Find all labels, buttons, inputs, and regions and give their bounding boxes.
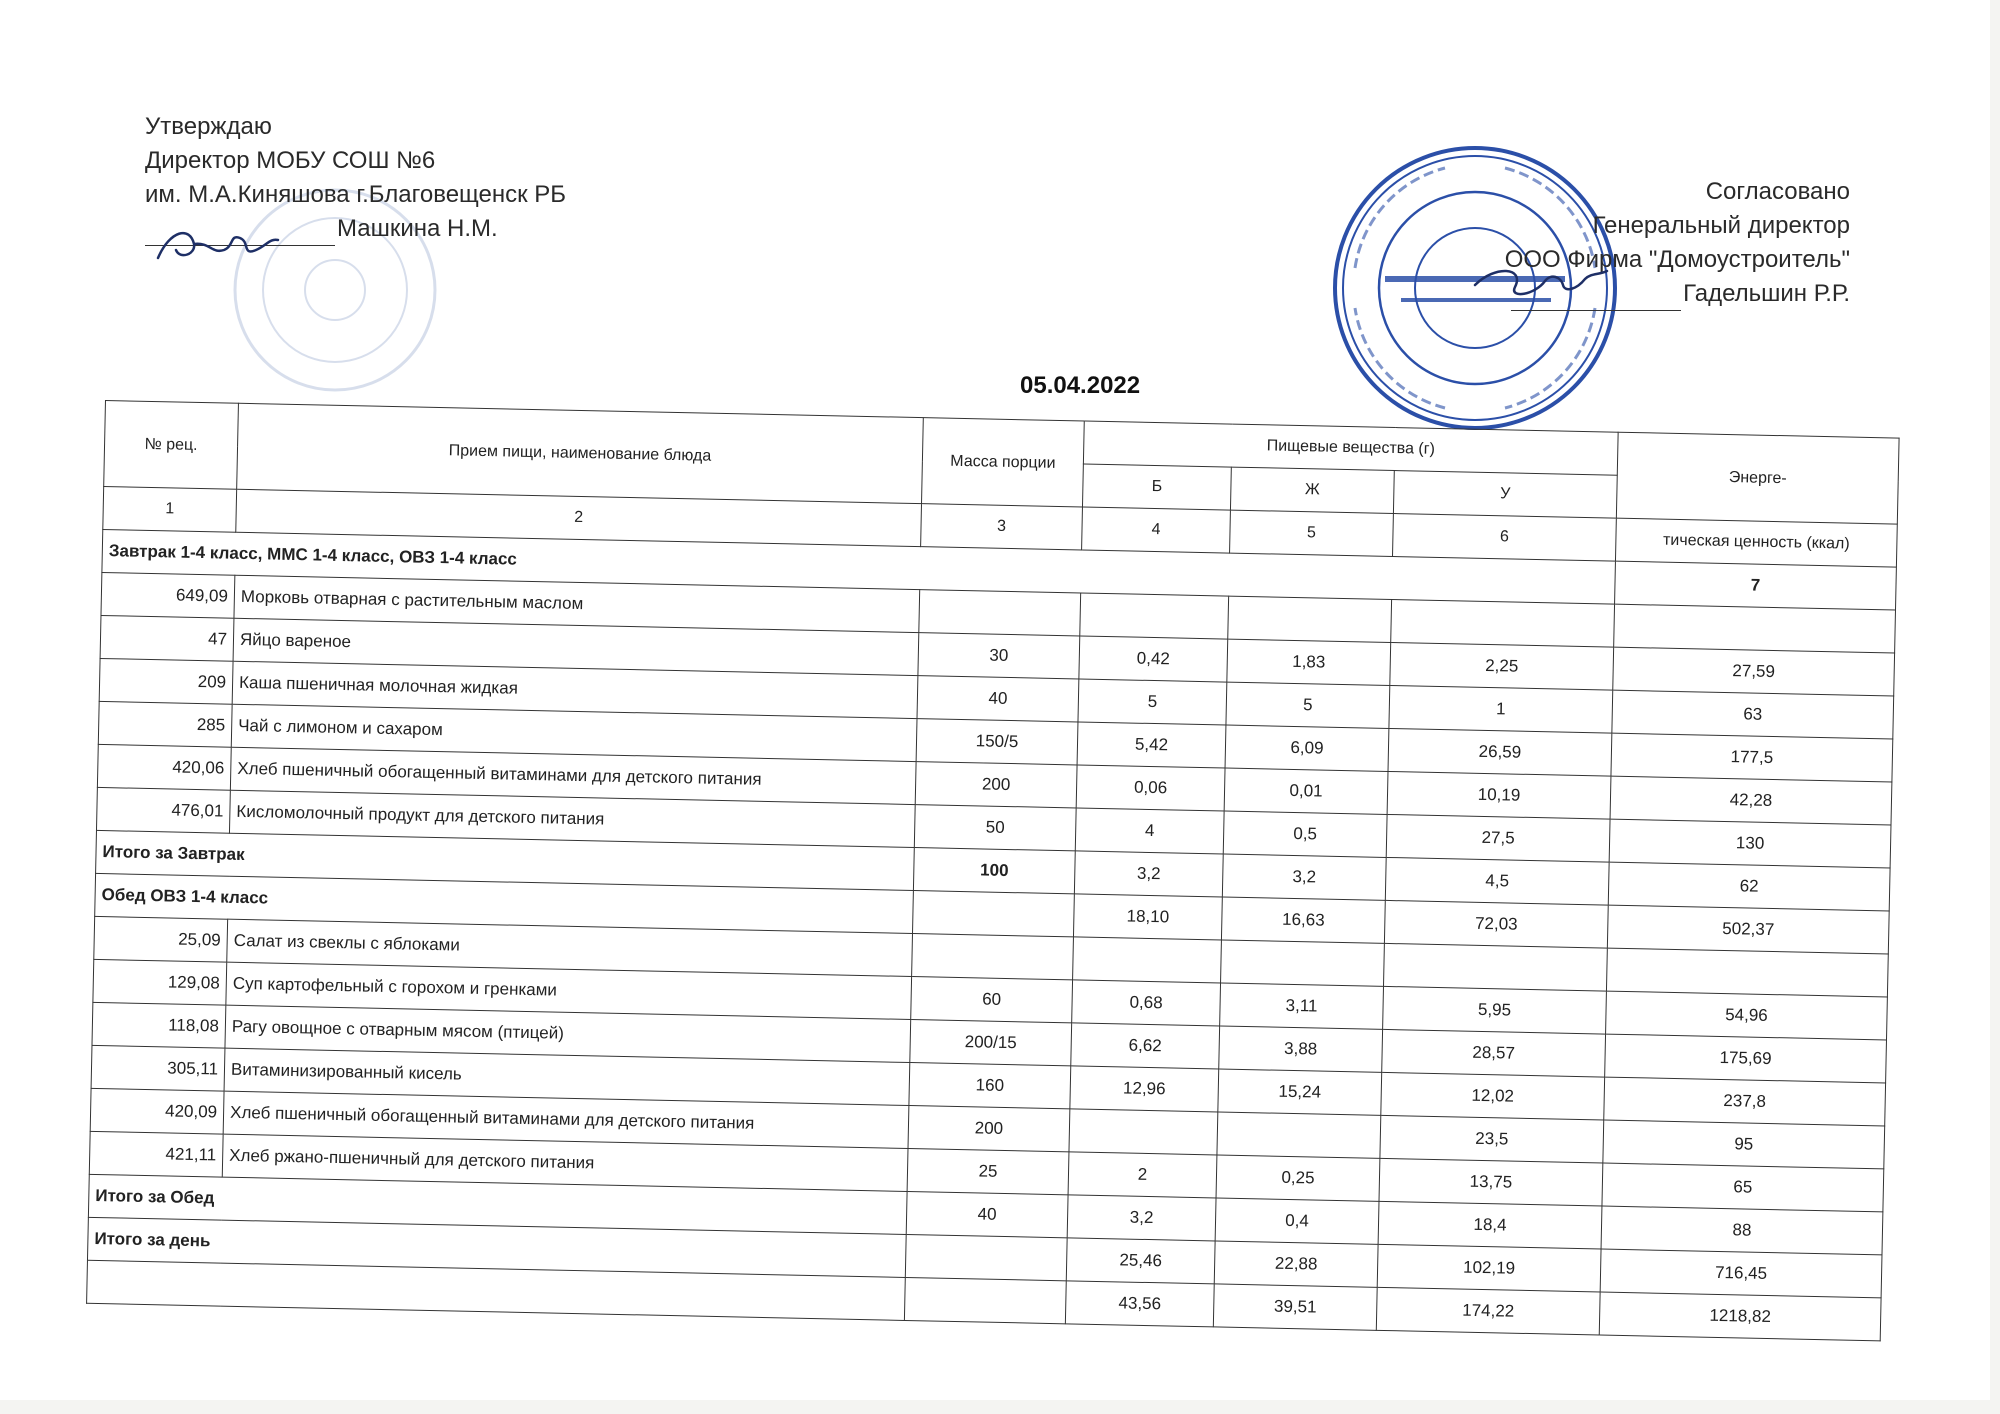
total-label: Итого за день (87, 1217, 906, 1277)
menu-table (86, 400, 1900, 1341)
dish-protein (1069, 1109, 1218, 1155)
breakfast-rows (96, 572, 1895, 868)
total-zh: 0,4 (1215, 1198, 1379, 1244)
total-energy: 88 (1601, 1206, 1883, 1255)
dish-recipe-number: 421,11 (89, 1131, 223, 1177)
dish-mass: 150/5 (916, 719, 1078, 765)
dish-energy: 27,59 (1613, 647, 1895, 696)
total-energy: 716,45 (1600, 1249, 1882, 1298)
lunch-energy: 502,37 (1607, 905, 1889, 954)
dish-energy: 177,5 (1611, 733, 1893, 782)
agreement-signer: Гадельшин Р.Р. (1683, 280, 1850, 307)
header-energy: Энерге- (1616, 432, 1899, 524)
dish-name: Витаминизированный кисель (224, 1048, 910, 1105)
dish-fat: 3,11 (1220, 983, 1384, 1029)
dish-energy: 42,28 (1610, 776, 1892, 825)
colnum-5: 5 (1230, 510, 1394, 556)
dish-energy: 175,69 (1605, 1034, 1887, 1083)
total-b: 43,56 (1065, 1281, 1214, 1327)
dish-name: Суп картофельный с горохом и гренками (226, 962, 912, 1019)
dish-carbs: 13,75 (1379, 1158, 1603, 1206)
dish-energy: 65 (1602, 1163, 1884, 1212)
dish-energy: 63 (1612, 690, 1894, 739)
dish-mass: 50 (914, 805, 1076, 851)
colnum-3: 3 (921, 504, 1083, 550)
dish-fat: 0,01 (1224, 768, 1388, 814)
lunch-mass (913, 891, 1075, 937)
dish-mass: 60 (911, 977, 1073, 1023)
dish-fat: 5 (1226, 682, 1390, 728)
dish-name: Салат из свеклы с яблоками (227, 919, 913, 976)
dish-recipe-number: 118,08 (92, 1002, 226, 1048)
dish-mass (919, 590, 1081, 636)
dish-name: Хлеб пшеничный обогащенный витаминами для детского питания (223, 1091, 909, 1148)
section-lunch-title: Обед ОВЗ 1-4 класс (95, 873, 914, 933)
approval-title: Утверждаю (145, 113, 272, 140)
approval-signer: Машкина Н.М. (337, 215, 498, 242)
energy-subheader: тическая ценность (ккал) (1615, 518, 1897, 567)
dish-fat (1217, 1112, 1381, 1158)
colnum-2: 2 (236, 489, 922, 546)
dish-fat: 1,83 (1227, 639, 1391, 685)
total-mass: 100 (913, 848, 1075, 894)
dish-carbs: 26,59 (1388, 728, 1612, 776)
dish-carbs: 1 (1389, 685, 1613, 733)
approval-position: Директор МОБУ СОШ №6 (145, 147, 436, 174)
header-mass: Масса порции (922, 418, 1085, 507)
dish-carbs (1391, 599, 1615, 647)
dish-name: Яйцо вареное (233, 618, 919, 675)
agreement-organization: ООО Фирма "Домоустроитель" (1504, 246, 1850, 273)
dish-carbs: 10,19 (1387, 771, 1611, 819)
dish-protein: 5 (1078, 679, 1227, 725)
dish-protein: 0,42 (1079, 636, 1228, 682)
lunch-zh: 16,63 (1221, 897, 1385, 943)
dish-fat: 6,09 (1225, 725, 1389, 771)
menu-table-wrapper (86, 400, 1900, 1341)
dish-recipe-number: 285 (98, 701, 232, 747)
dish-energy: 237,8 (1604, 1077, 1886, 1126)
header-u: У (1393, 471, 1617, 519)
dish-energy (1606, 948, 1888, 997)
dish-recipe-number: 420,09 (90, 1088, 224, 1134)
total-label: Итого за Завтрак (96, 830, 915, 890)
dish-protein: 12,96 (1070, 1066, 1219, 1112)
dish-recipe-number: 420,06 (97, 744, 231, 790)
total-u: 4,5 (1385, 857, 1609, 905)
total-mass (905, 1234, 1067, 1280)
total-zh: 3,2 (1222, 854, 1386, 900)
agreement-title: Согласовано (1705, 178, 1850, 205)
header-b: Б (1082, 464, 1231, 510)
total-b: 3,2 (1067, 1195, 1216, 1241)
handwritten-signature-left-icon (150, 220, 290, 270)
dish-mass: 30 (918, 633, 1080, 679)
dish-recipe-number: 649,09 (101, 572, 235, 618)
total-energy: 1218,82 (1599, 1292, 1881, 1341)
dish-protein (1073, 937, 1222, 983)
dish-protein: 4 (1075, 808, 1224, 854)
dish-recipe-number: 47 (100, 615, 234, 661)
header-num: № рец. (104, 401, 239, 490)
dish-fat (1221, 940, 1385, 986)
menu-date: 05.04.2022 (1020, 372, 1141, 399)
dish-name: Рагу овощное с отварным мясом (птицей) (225, 1005, 911, 1062)
dish-protein (1080, 593, 1229, 639)
dish-mass: 200 (908, 1105, 1070, 1151)
dish-recipe-number: 476,01 (96, 787, 230, 833)
dish-recipe-number: 209 (99, 658, 233, 704)
dish-fat: 0,25 (1216, 1155, 1380, 1201)
lunch-rows (89, 916, 1888, 1212)
total-label: Итого за Обед (88, 1174, 907, 1234)
colnum-4: 4 (1082, 507, 1231, 553)
dish-protein: 5,42 (1077, 722, 1226, 768)
total-u: 174,22 (1376, 1287, 1600, 1335)
dish-energy: 54,96 (1606, 991, 1888, 1040)
colnum-6: 6 (1393, 514, 1617, 562)
total-b: 3,2 (1074, 851, 1223, 897)
dish-carbs (1383, 943, 1607, 991)
section-breakfast-title: Завтрак 1-4 класс, ММС 1-4 класс, ОВЗ 1-4 класс (102, 529, 1616, 604)
total-zh: 22,88 (1214, 1241, 1378, 1287)
table-header-row (105, 401, 1900, 482)
dish-protein: 2 (1068, 1152, 1217, 1198)
dish-protein: 0,68 (1072, 980, 1221, 1026)
total-b: 25,46 (1066, 1238, 1215, 1284)
dish-fat: 15,24 (1218, 1069, 1382, 1115)
dish-name: Каша пшеничная молочная жидкая (232, 661, 918, 718)
dish-energy: 95 (1603, 1120, 1885, 1169)
total-zh: 39,51 (1213, 1284, 1377, 1330)
dish-mass: 200/15 (910, 1020, 1072, 1066)
colnum-7: 7 (1615, 561, 1897, 610)
approval-organization: им. М.А.Киняшова г.Благовещенск РБ (145, 181, 567, 208)
header-zh: Ж (1230, 467, 1394, 513)
dish-energy (1614, 604, 1896, 653)
dish-fat: 3,88 (1219, 1026, 1383, 1072)
dish-fat (1228, 596, 1392, 642)
agreement-position: Генеральный директор (1592, 212, 1850, 239)
dish-recipe-number: 305,11 (91, 1045, 225, 1091)
dish-carbs: 5,95 (1383, 986, 1607, 1034)
dish-carbs: 28,57 (1382, 1029, 1606, 1077)
dish-name: Чай с лимоном и сахаром (231, 704, 917, 761)
dish-mass: 200 (915, 762, 1077, 808)
dish-recipe-number: 25,09 (94, 916, 228, 962)
total-mass: 40 (906, 1191, 1068, 1237)
dish-name: Хлеб пшеничный обогащенный витаминами для детского питания (230, 747, 916, 804)
header-nutrients: Пищевые вещества (г) (1083, 421, 1618, 475)
lunch-u: 72,03 (1384, 900, 1608, 948)
total-energy: 62 (1608, 862, 1890, 911)
dish-fat: 0,5 (1223, 811, 1387, 857)
dish-protein: 6,62 (1071, 1023, 1220, 1069)
dish-carbs: 23,5 (1380, 1115, 1604, 1163)
dish-mass (912, 934, 1074, 980)
lunch-b: 18,10 (1073, 894, 1222, 940)
total-u: 102,19 (1377, 1244, 1601, 1292)
dish-energy: 130 (1609, 819, 1891, 868)
dish-carbs: 2,25 (1390, 642, 1614, 690)
handwritten-signature-right-icon (1465, 255, 1615, 315)
dish-mass: 160 (909, 1062, 1071, 1108)
dish-recipe-number: 129,08 (93, 959, 227, 1005)
dish-mass: 40 (917, 676, 1079, 722)
dish-name: Хлеб ржано-пшеничный для детского питания (222, 1134, 908, 1191)
total-mass (904, 1277, 1066, 1323)
total-u: 18,4 (1378, 1201, 1602, 1249)
dish-carbs: 12,02 (1381, 1072, 1605, 1120)
dish-protein: 0,06 (1076, 765, 1225, 811)
dish-name: Морковь отварная с растительным маслом (234, 575, 920, 632)
colnum-1: 1 (103, 486, 237, 532)
dish-mass: 25 (907, 1148, 1069, 1194)
header-name: Прием пищи, наименование блюда (237, 403, 924, 503)
dish-carbs: 27,5 (1386, 814, 1610, 862)
dish-name: Кисломолочный продукт для детского питания (229, 790, 915, 847)
